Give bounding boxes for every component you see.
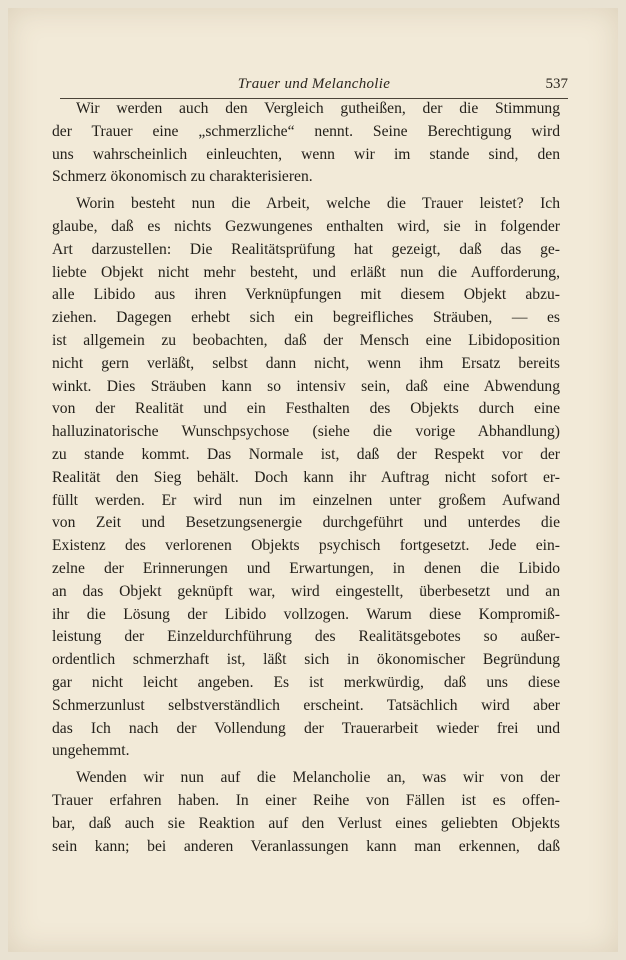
text-line: von der Realität und ein Festhalten des Objekts durch eine bbox=[52, 400, 560, 418]
text-line: bar, daß auch sie Reaktion auf den Verlust eines geliebten Objekts bbox=[52, 814, 560, 832]
text-line: das Ich nach der Vollendung der Trauerarbeit wieder frei und bbox=[52, 719, 560, 737]
text-line: uns wahrscheinlich einleuchten, wenn wir im stande sind, den bbox=[52, 145, 560, 163]
text-line: Art darzustellen: Die Realitätsprüfung hat gezeigt, daß das ge- bbox=[52, 240, 560, 258]
text-line: von Zeit und Besetzungsenergie durchgeführt und unterdes die bbox=[52, 514, 560, 532]
paragraph-3 bbox=[52, 767, 560, 858]
text-line: Wenden wir nun auf die Melancholie an, was wir von der bbox=[76, 769, 560, 787]
text-line: Schmerz ökonomisch zu charakterisieren. bbox=[52, 168, 313, 186]
text-line: leistung der Einzeldurchführung des Realitätsgebotes so außer- bbox=[52, 628, 560, 646]
text-line: gar nicht leicht angeben. Es ist merkwürdig, daß uns diese bbox=[52, 673, 560, 691]
text-line: ziehen. Dagegen erhebt sich ein begreifliches Sträuben, — es bbox=[52, 309, 560, 327]
body-text bbox=[52, 98, 560, 858]
text-line: Worin besteht nun die Arbeit, welche die Trauer leistet? Ich bbox=[76, 195, 560, 213]
running-title: Trauer und Melancholie bbox=[237, 76, 391, 92]
text-line: zelne der Erinnerungen und Erwartungen, in denen die Libido bbox=[52, 559, 560, 577]
text-line: der Trauer eine „schmerzliche“ nennt. Seine Berechtigung wird bbox=[52, 122, 560, 140]
text-line: alle Libido aus ihren Verknüpfungen mit diesem Objekt abzu- bbox=[52, 286, 560, 304]
text-line: Wir werden auch den Vergleich gutheißen, der die Stimmung bbox=[76, 100, 560, 117]
text-line: Realität den Sieg behält. Doch kann ihr Auftrag nicht sofort er- bbox=[52, 468, 560, 486]
page-header bbox=[60, 74, 568, 99]
text-line: Schmerzunlust selbstverständlich erscheint. Tatsächlich wird aber bbox=[52, 696, 560, 714]
paragraph-1 bbox=[52, 98, 560, 189]
text-line: zu stande kommt. Das Normale ist, daß der Respekt vor der bbox=[52, 445, 560, 463]
paragraph-2 bbox=[52, 193, 560, 763]
text-line: ordentlich schmerzhaft ist, läßt sich in ökonomischer Begründung bbox=[52, 651, 560, 669]
text-line: winkt. Dies Sträuben kann so intensiv sein, daß eine Abwendung bbox=[52, 377, 560, 395]
text-line: füllt werden. Er wird nun im einzelnen unter großem Aufwand bbox=[52, 491, 560, 509]
text-line: an das Objekt geknüpft war, wird eingestellt, überbesetzt und an bbox=[52, 582, 560, 600]
text-line: ihr die Lösung der Libido vollzogen. Warum diese Kompromiß- bbox=[52, 605, 560, 623]
text-line: Existenz des verlorenen Objekts psychisch fortgesetzt. Jede ein- bbox=[52, 537, 560, 555]
page-number: 537 bbox=[545, 76, 568, 92]
text-line: liebte Objekt nicht mehr besteht, und erläßt nun die Aufforderung, bbox=[52, 263, 560, 281]
text-line: Trauer erfahren haben. In einer Reihe von Fällen ist es offen- bbox=[52, 791, 560, 809]
text-line: ungehemmt. bbox=[52, 742, 130, 760]
text-line: ist allgemein zu beobachten, daß der Mensch eine Libidoposition bbox=[52, 331, 560, 349]
text-line: nicht gern verläßt, selbst dann nicht, wenn ihm Ersatz bereits bbox=[52, 354, 560, 372]
text-line: glaube, daß es nichts Gezwungenes enthalten wird, sie in folgender bbox=[52, 217, 560, 235]
text-line: sein kann; bei anderen Veranlassungen kann man erkennen, daß bbox=[52, 837, 560, 855]
text-line: halluzinatorische Wunschpsychose (siehe die vorige Abhandlung) bbox=[52, 423, 560, 441]
